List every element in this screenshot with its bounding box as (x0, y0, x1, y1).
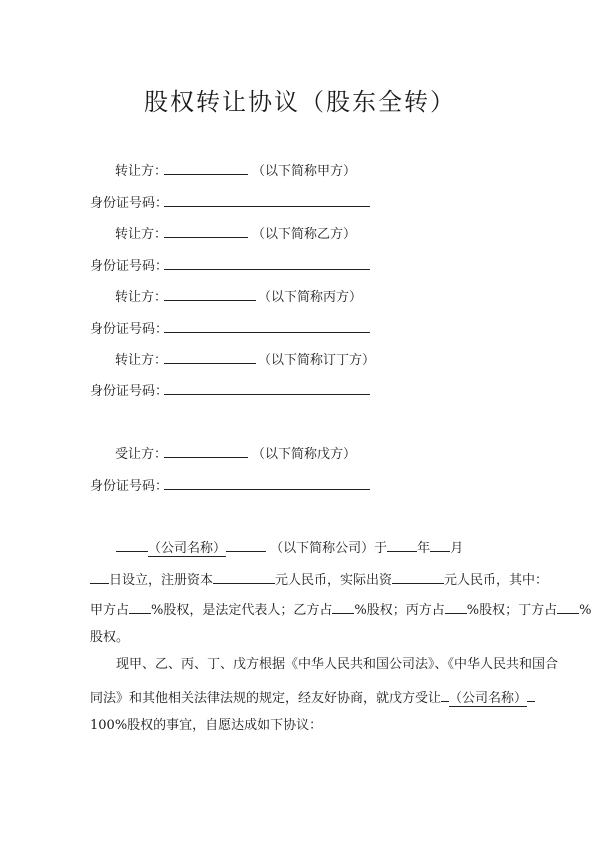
id-number-line-2[interactable] (164, 269, 370, 270)
transferee-id-line[interactable] (164, 489, 370, 490)
party-b-share-blank[interactable] (332, 600, 354, 614)
company-name-blank-left[interactable] (116, 538, 148, 552)
transferor-label-3: 转让方： (115, 290, 168, 305)
body-text-3b: %股权，是法定代表人；乙方占 (151, 603, 333, 618)
document-title: 股权转让协议（股东全转） (144, 88, 456, 116)
transferee-note: （以下简称戊方） (252, 447, 357, 462)
transferor-name-line-4[interactable] (164, 363, 256, 364)
month-label: 月 (450, 541, 464, 556)
body-text-3d: %股权；丁方占 (466, 603, 558, 618)
body-line-4: 股权。 (90, 630, 130, 645)
transferor-name-line-2[interactable] (164, 237, 248, 238)
transferor-name-line-3[interactable] (164, 300, 256, 301)
company-note: （以下简称公司）于 (270, 541, 388, 556)
company-name-blank-right[interactable] (226, 538, 266, 552)
transferor-note-3: （以下简称丙方） (258, 290, 363, 305)
id-number-line-4[interactable] (164, 394, 370, 395)
year-blank[interactable] (387, 538, 417, 552)
transferee-label: 受让方： (115, 447, 168, 462)
registered-capital-blank[interactable] (213, 570, 275, 584)
para2-line-2 (90, 688, 535, 707)
transferor-label-2: 转让方： (115, 227, 168, 242)
body-text-2b: 元人民币，实际出资 (275, 573, 393, 588)
para2-company-blank-left[interactable] (441, 688, 449, 702)
party-c-share-blank[interactable] (445, 600, 467, 614)
body-line-3 (90, 600, 591, 619)
transferor-note-2: （以下简称乙方） (252, 227, 357, 242)
body-line-2 (90, 570, 548, 589)
transferee-name-line[interactable] (164, 457, 248, 458)
id-number-line-3[interactable] (164, 332, 370, 333)
body-text-3a: 甲方占 (90, 603, 130, 618)
company-name-placeholder: （公司名称） (148, 541, 227, 556)
year-label: 年 (417, 541, 431, 556)
para2-line-3: 100%股权的事宜，自愿达成如下协议： (90, 718, 323, 733)
id-label-3: 身份证号码： (90, 322, 169, 337)
party-d-share-blank[interactable] (557, 600, 579, 614)
body-text-2c: 元人民币，其中： (444, 573, 549, 588)
body-text-3c: %股权；丙方占 (354, 603, 445, 618)
id-label-4: 身份证号码： (90, 384, 169, 399)
transferor-label-1: 转让方： (115, 164, 168, 179)
transferor-label-4: 转让方： (115, 353, 168, 368)
para2-company-blank-right[interactable] (527, 688, 535, 702)
body-text-2a: 日设立，注册资本 (109, 573, 214, 588)
party-a-share-blank[interactable] (129, 600, 151, 614)
paid-capital-blank[interactable] (392, 570, 444, 584)
day-blank[interactable] (90, 570, 109, 584)
id-label-2: 身份证号码： (90, 259, 169, 274)
transferee-id-label: 身份证号码： (90, 479, 169, 494)
body-line-1 (116, 538, 463, 557)
transferor-note-1: （以下简称甲方） (252, 164, 357, 179)
para2-text-2: 同法》和其他相关法律法规的规定，经友好协商，就戊方受让 (90, 691, 442, 706)
id-number-line-1[interactable] (164, 206, 370, 207)
transferor-name-line-1[interactable] (164, 174, 248, 175)
transferor-note-4: （以下简称订丁方） (258, 353, 376, 368)
body-text-3e: % (579, 603, 592, 618)
id-label-1: 身份证号码： (90, 196, 169, 211)
month-blank[interactable] (430, 538, 450, 552)
para2-company-placeholder: （公司名称） (449, 691, 528, 706)
para2-line-1: 现甲、乙、丙、丁、戊方根据《中华人民共和国公司法》、《中华人民共和国合 (116, 657, 559, 672)
